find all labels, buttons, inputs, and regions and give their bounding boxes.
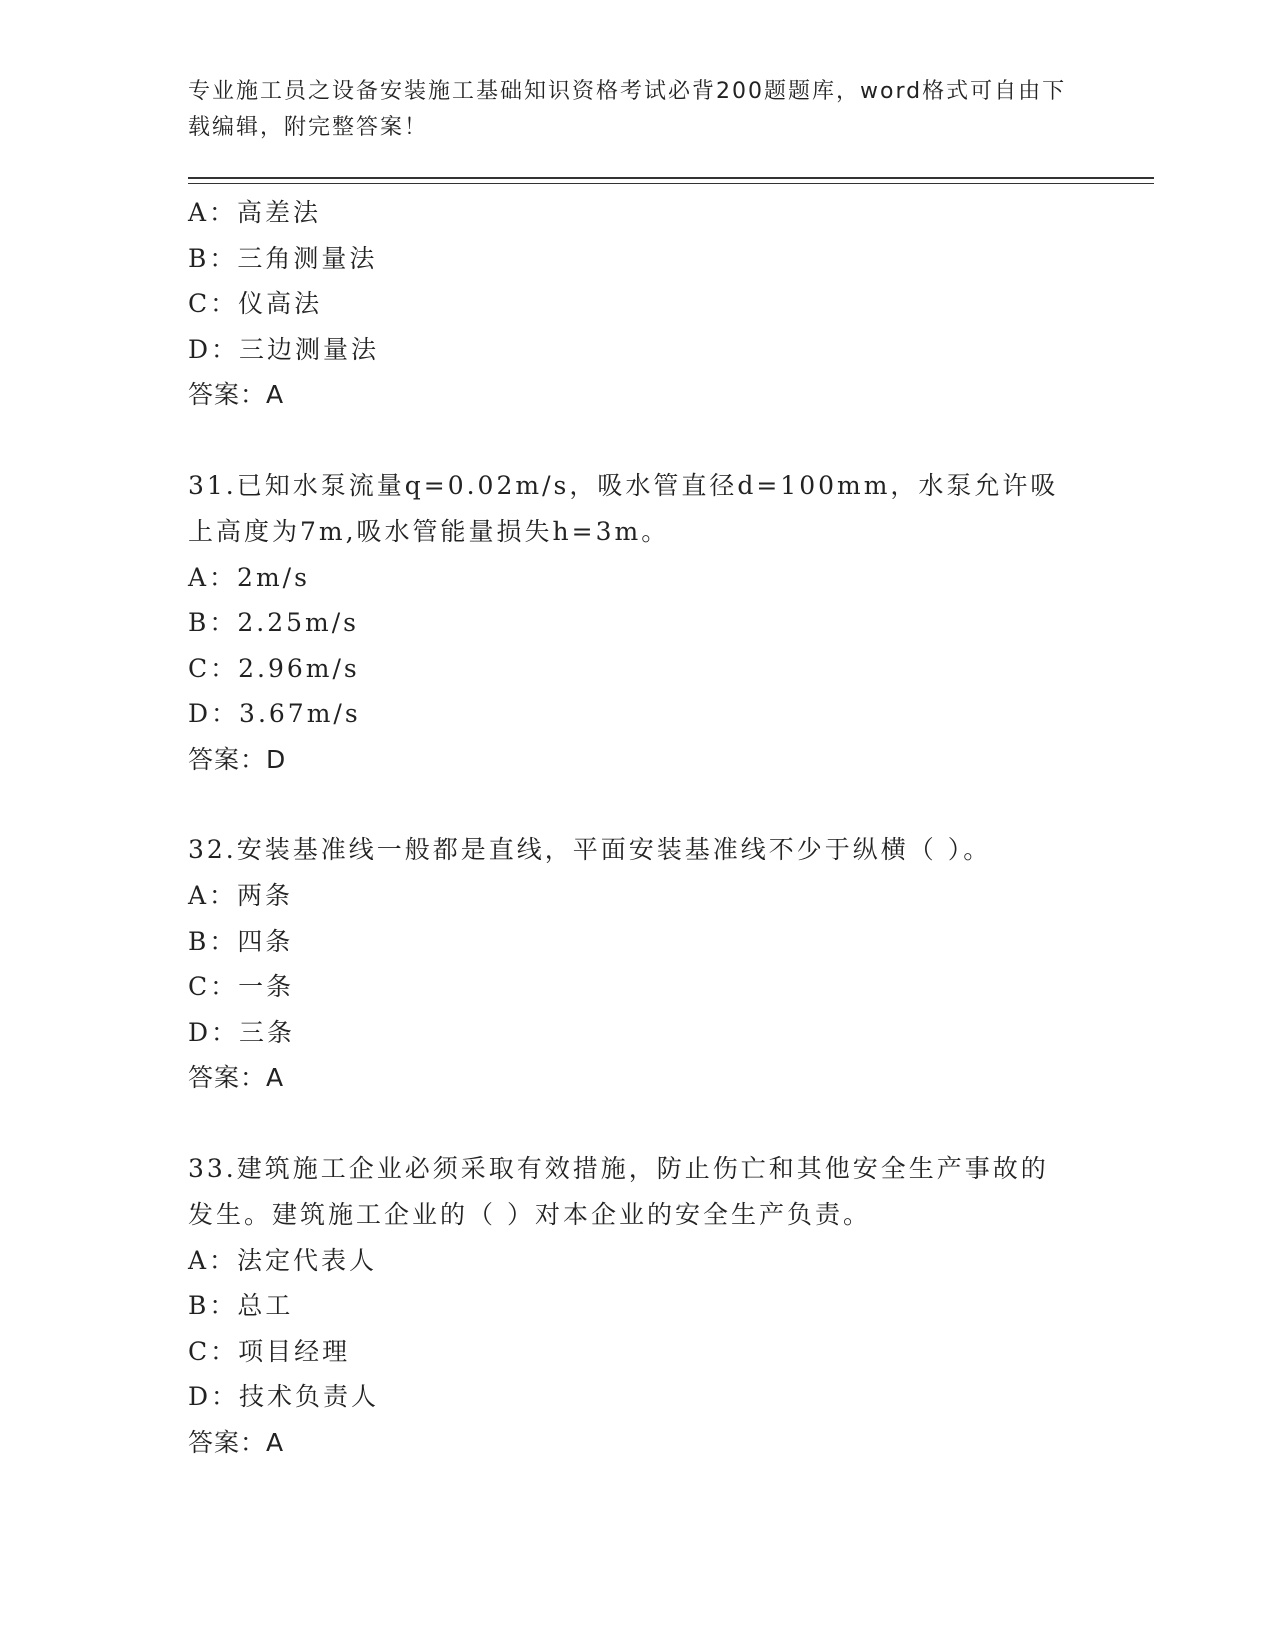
question-block — [188, 190, 1088, 418]
option-b: B：总工 — [188, 1291, 294, 1320]
option-c: C：项目经理 — [188, 1336, 351, 1366]
option-d: D：技术负责人 — [188, 1382, 380, 1411]
page-header: 专业施工员之设备安装施工基础知识资格考试必背200题题库，word格式可自由下载编辑，附完整答案！ — [188, 79, 1067, 140]
option-c: C：2.96m/s — [188, 653, 360, 683]
question-stem: 32.安装基准线一般都是直线，平面安装基准线不少于纵横（ ）。 — [188, 835, 992, 864]
question-list — [188, 190, 1088, 1465]
option-b: B：2.25m/s — [188, 608, 359, 637]
option-a: A：高差法 — [188, 198, 322, 227]
option-d: D：三边测量法 — [188, 334, 380, 364]
option-c: C：仪高法 — [188, 289, 323, 318]
option-a: A：法定代表人 — [188, 1245, 378, 1275]
option-d: D：3.67m/s — [188, 699, 361, 728]
header-rule-thick — [188, 177, 1154, 179]
option-c: C：一条 — [188, 972, 295, 1001]
option-b: B：三角测量法 — [188, 243, 378, 273]
answer-line: 答案：D — [188, 744, 287, 774]
answer-line: 答案：A — [188, 1427, 285, 1457]
option-d: D：三条 — [188, 1017, 296, 1047]
header-rule-thin — [188, 183, 1154, 184]
question-stem: 31.已知水泵流量q=0.02m/s，吸水管直径d=100mm，水泵允许吸上高度为7m,吸水管能量损失h=3m。 — [188, 470, 1059, 546]
answer-line: 答案：A — [188, 380, 285, 409]
option-b: B：四条 — [188, 926, 294, 956]
question-block — [188, 1146, 1088, 1466]
option-a: A：两条 — [188, 881, 294, 910]
question-stem: 33.建筑施工企业必须采取有效措施，防止伤亡和其他安全生产事故的发生。建筑施工企业的（ ）对本企业的安全生产负责。 — [188, 1153, 1049, 1229]
question-block — [188, 463, 1088, 783]
question-block — [188, 827, 1088, 1101]
option-a: A：2m/s — [188, 562, 310, 592]
answer-line: 答案：A — [188, 1063, 285, 1092]
